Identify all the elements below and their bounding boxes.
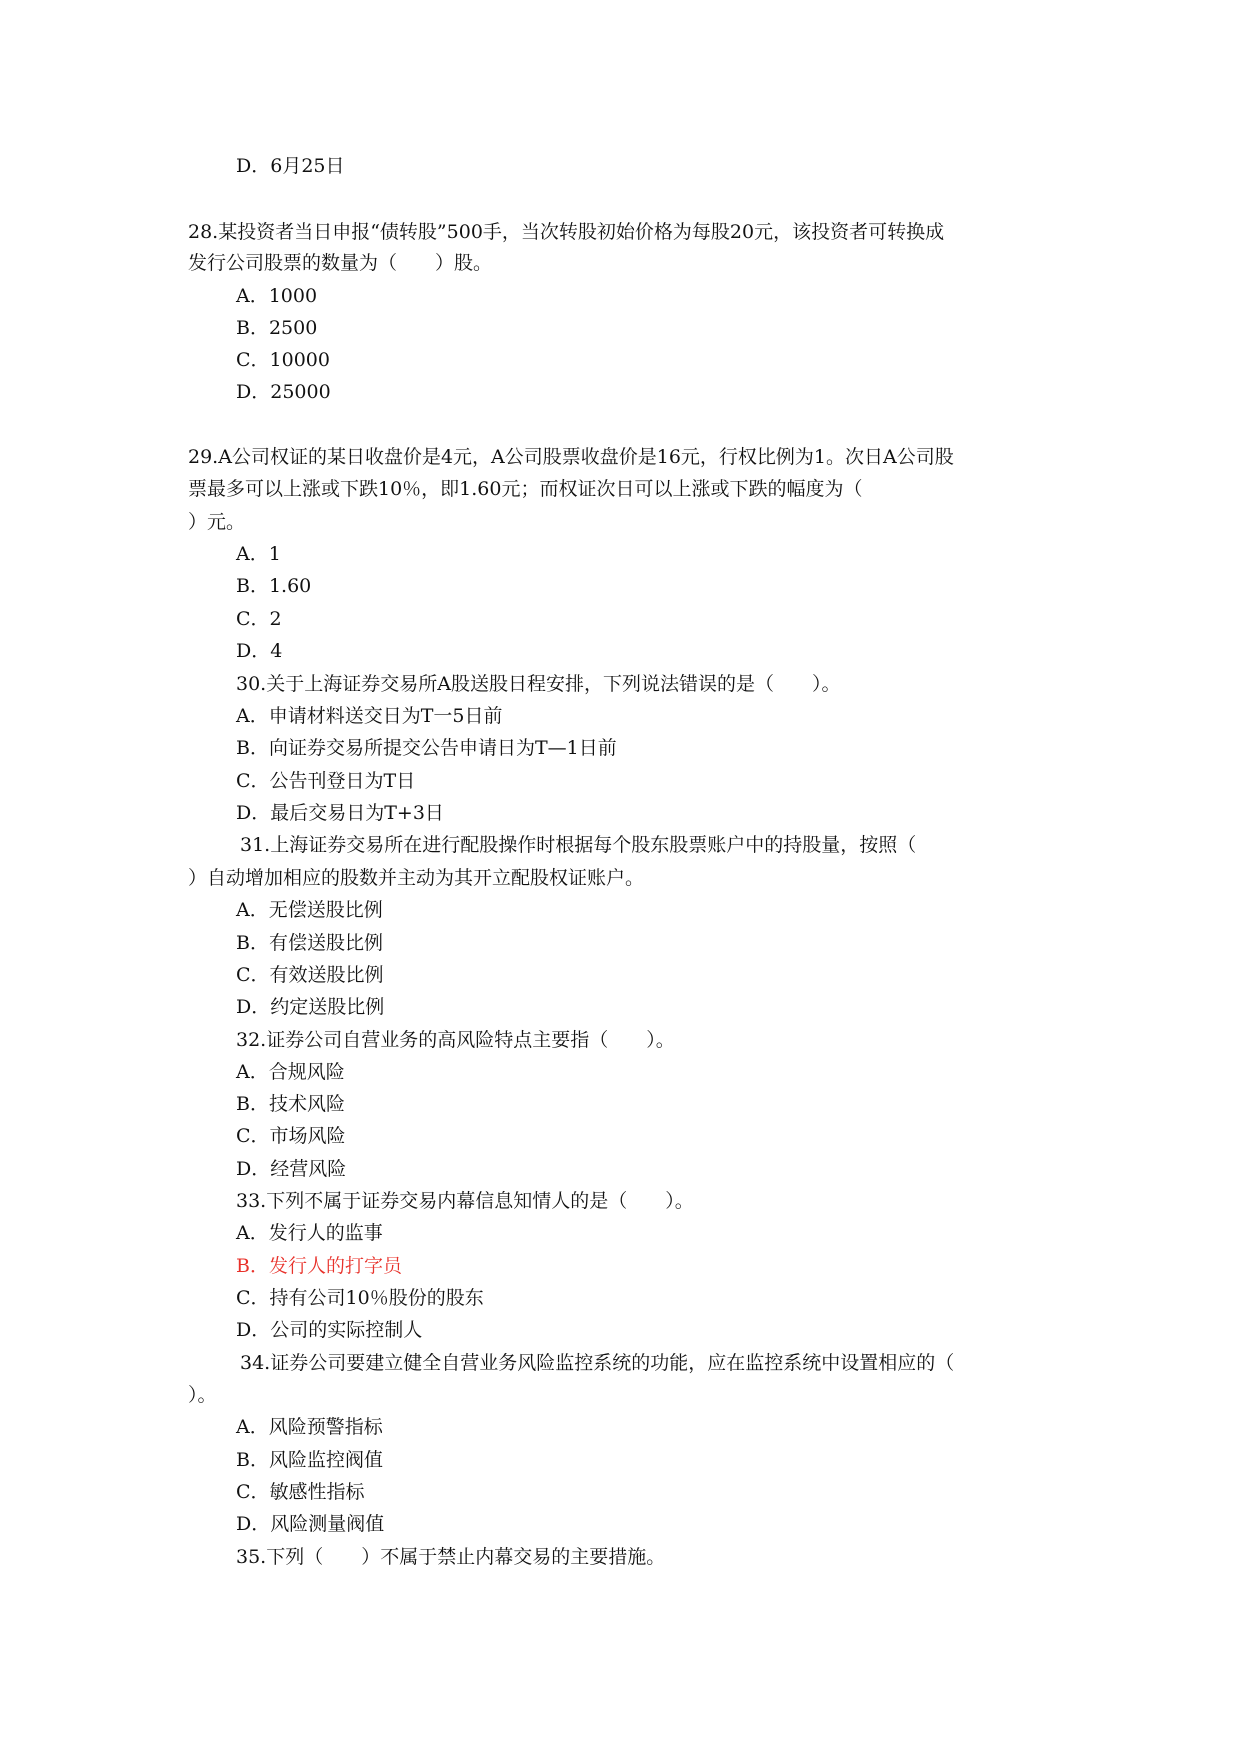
q28-option-a: A．1000 xyxy=(236,285,318,307)
q32-option-c: C．市场风险 xyxy=(236,1125,346,1147)
q30-option-a: A．申请材料送交日为T一5日前 xyxy=(236,705,503,727)
q32-option-d: D．经营风险 xyxy=(236,1158,347,1180)
q35-stem: 35.下列（ ）不属于禁止内幕交易的主要措施。 xyxy=(236,1546,666,1568)
q33-option-b-highlighted: B．发行人的打字员 xyxy=(236,1255,402,1277)
q30-option-c: C．公告刊登日为T日 xyxy=(236,770,416,792)
q29-stem-line-1: 29.A公司权证的某日收盘价是4元，A公司股票收盘价是16元，行权比例为1。次日A公司股 xyxy=(188,446,954,468)
q29-stem-line-2: 票最多可以上涨或下跌10％，即1.60元；而权证次日可以上涨或下跌的幅度为（ xyxy=(188,478,863,500)
q32-option-a: A．合规风险 xyxy=(236,1061,345,1083)
q32-option-b: B．技术风险 xyxy=(236,1093,345,1115)
q34-option-b: B．风险监控阀值 xyxy=(236,1449,383,1471)
q31-stem-line-2: ）自动增加相应的股数并主动为其开立配股权证账户。 xyxy=(188,867,645,889)
q31-option-d: D．约定送股比例 xyxy=(236,996,385,1018)
q27-option-d: D．6月25日 xyxy=(236,155,345,177)
q30-stem: 30.关于上海证券交易所A股送股日程安排，下列说法错误的是（ ）。 xyxy=(236,673,841,695)
q28-option-b: B．2500 xyxy=(236,317,318,339)
q29-stem-line-3: ）元。 xyxy=(188,511,246,533)
q28-option-c: C．10000 xyxy=(236,349,330,371)
q34-option-d: D．风险测量阀值 xyxy=(236,1513,385,1535)
q30-option-d: D．最后交易日为T+3日 xyxy=(236,802,444,824)
q28-option-d: D．25000 xyxy=(236,381,331,403)
q32-stem: 32.证券公司自营业务的高风险特点主要指（ ）。 xyxy=(236,1029,675,1051)
q34-option-c: C．敏感性指标 xyxy=(236,1481,365,1503)
q34-stem-line-2: ）。 xyxy=(188,1384,217,1406)
q31-option-c: C．有效送股比例 xyxy=(236,964,384,986)
q29-option-b: B．1.60 xyxy=(236,575,312,597)
q33-option-d: D．公司的实际控制人 xyxy=(236,1319,423,1341)
q34-option-a: A．风险预警指标 xyxy=(236,1416,383,1438)
q33-option-a: A．发行人的监事 xyxy=(236,1222,383,1244)
q29-option-a: A．1 xyxy=(236,543,281,565)
q33-option-c: C．持有公司10％股份的股东 xyxy=(236,1287,484,1309)
q34-stem-line-1: 34.证券公司要建立健全自营业务风险监控系统的功能，应在监控系统中设置相应的（ xyxy=(240,1352,955,1374)
q30-option-b: B．向证券交易所提交公告申请日为T—1日前 xyxy=(236,737,617,759)
q31-stem-line-1: 31.上海证券交易所在进行配股操作时根据每个股东股票账户中的持股量，按照（ xyxy=(240,834,917,856)
q28-stem-line-2: 发行公司股票的数量为（ ）股。 xyxy=(188,252,493,274)
q29-option-d: D．4 xyxy=(236,640,283,662)
q33-stem: 33.下列不属于证券交易内幕信息知情人的是（ ）。 xyxy=(236,1190,694,1212)
q31-option-a: A．无偿送股比例 xyxy=(236,899,383,921)
q31-option-b: B．有偿送股比例 xyxy=(236,932,383,954)
q29-option-c: C．2 xyxy=(236,608,282,630)
q28-stem-line-1: 28.某投资者当日申报“债转股”500手，当次转股初始价格为每股20元，该投资者可转换成 xyxy=(188,221,945,243)
